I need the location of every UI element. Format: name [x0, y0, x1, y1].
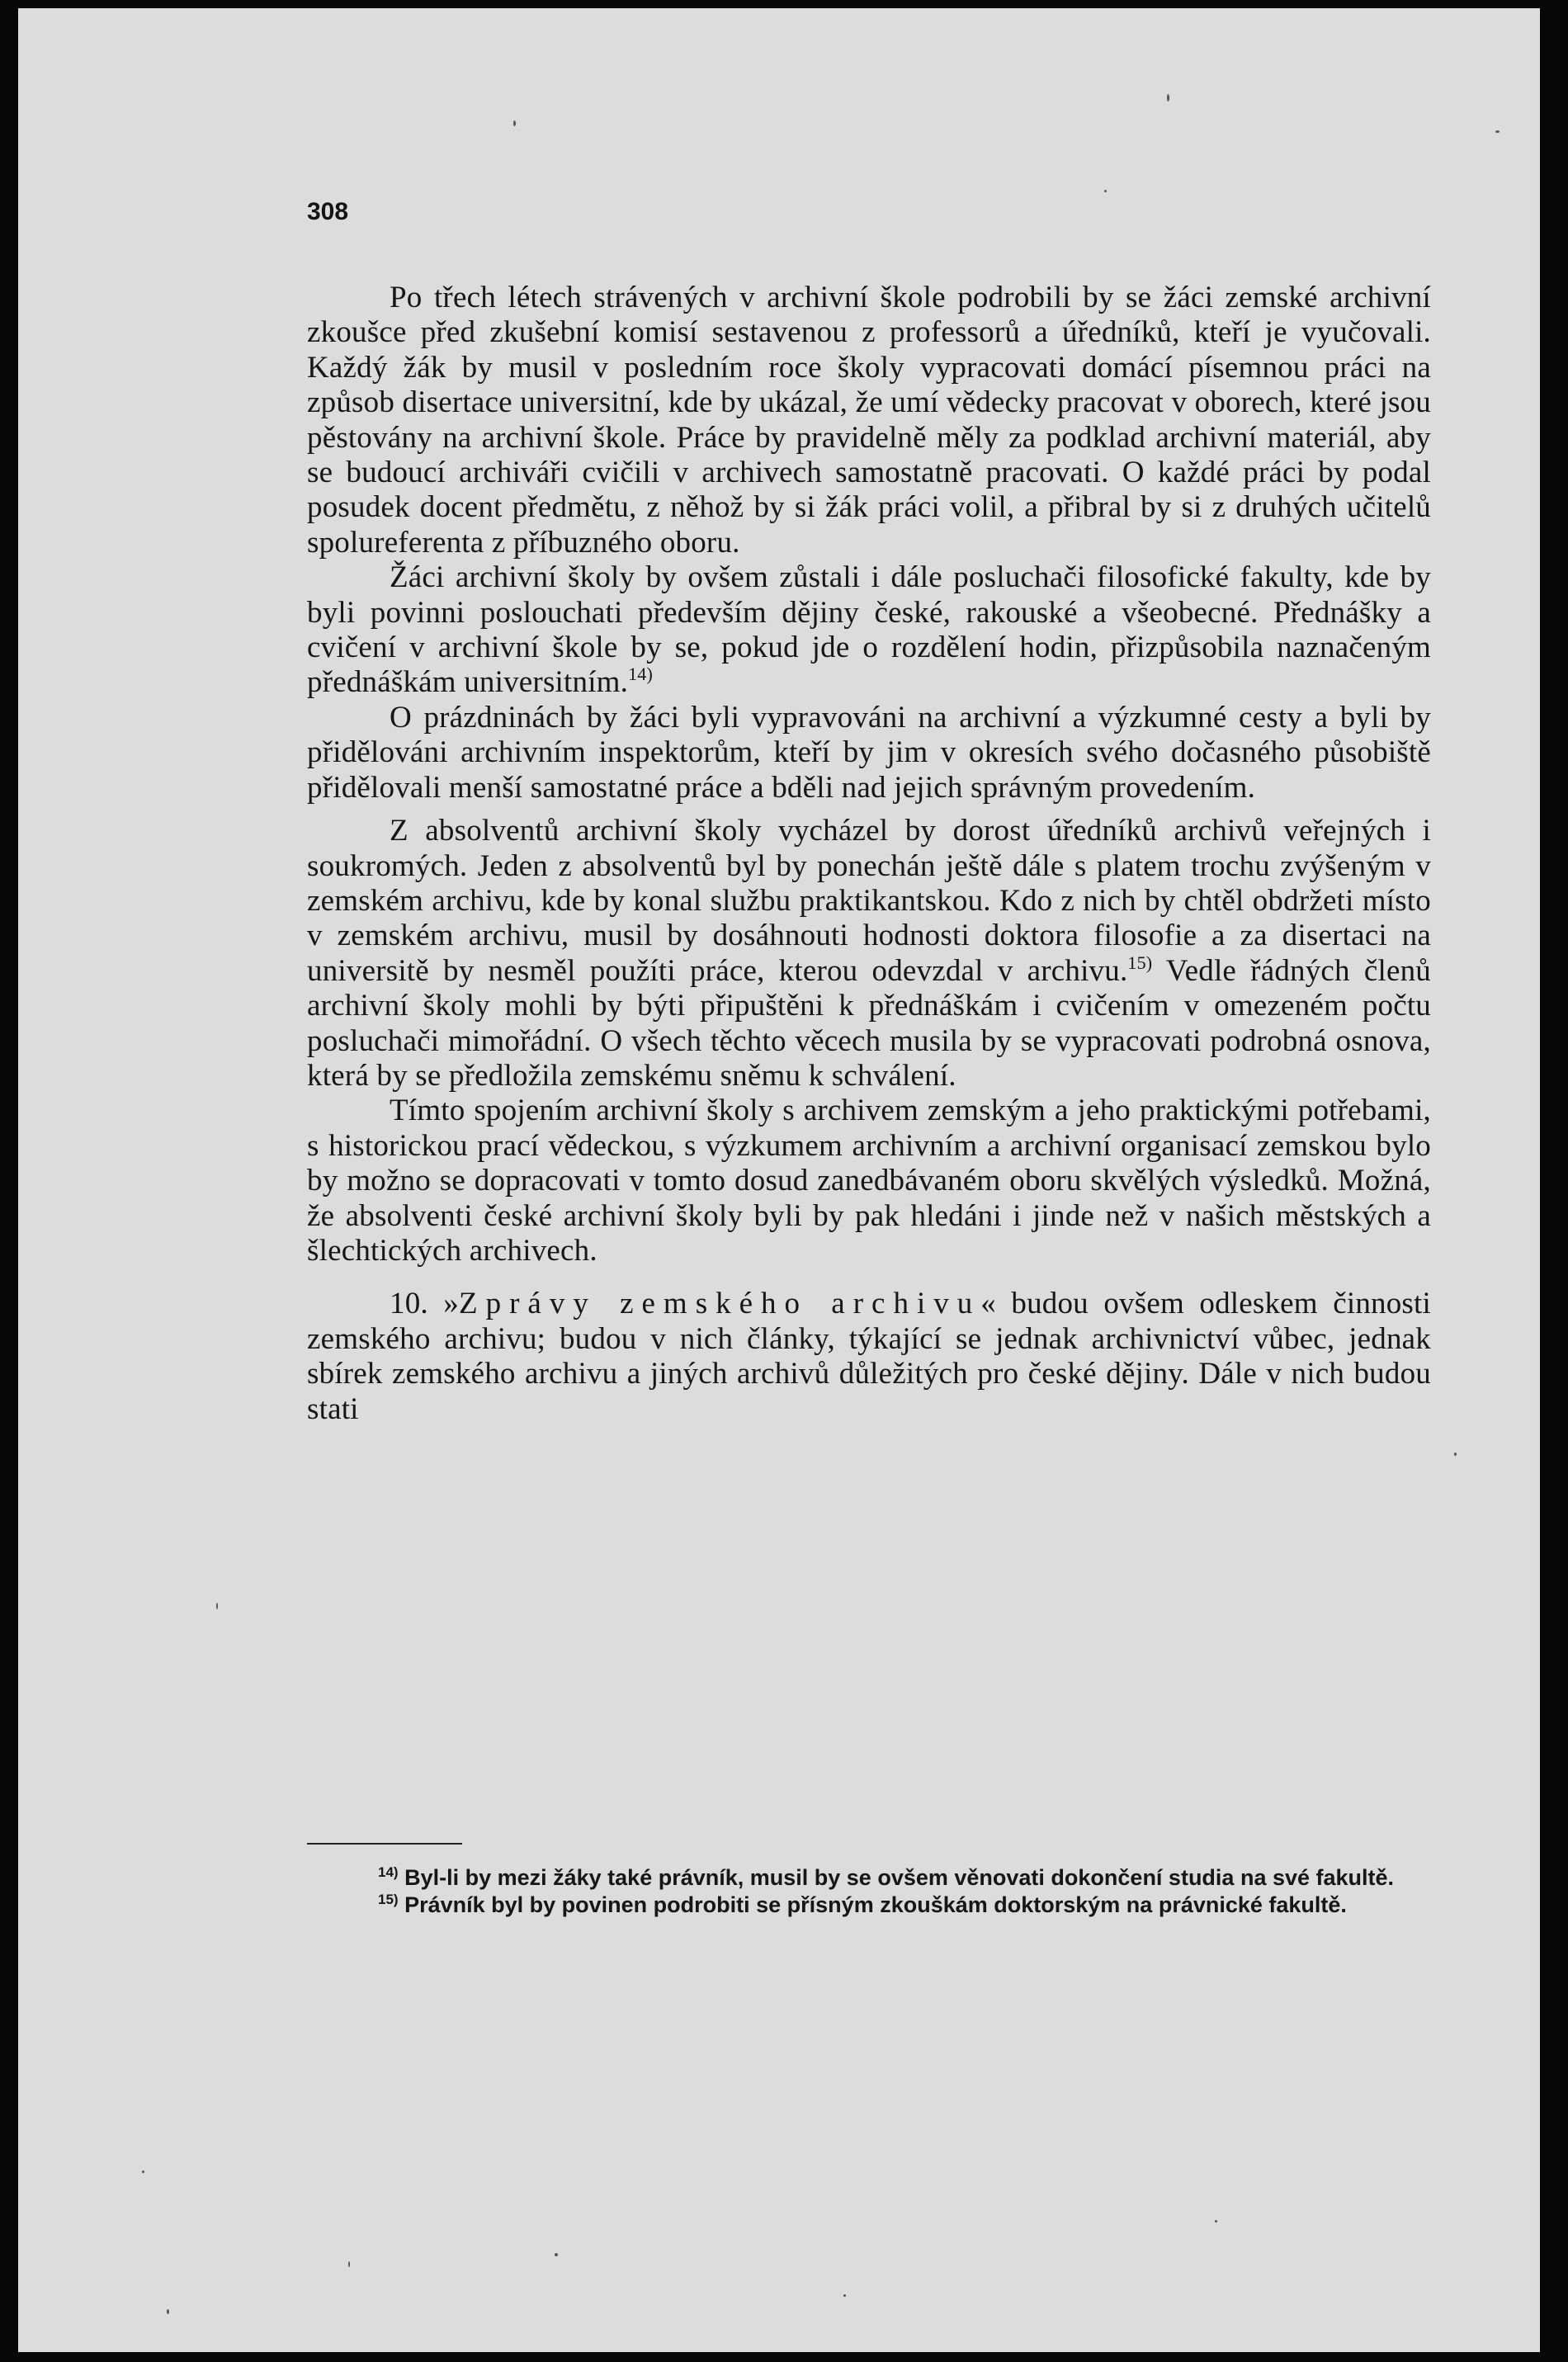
footnote-14-text: Byl-li by mezi žáky také právník, musil by se ovšem věnovati dokončení studia na své fakultě. [398, 1865, 1395, 1890]
footnote-14-marker: 14) [378, 1864, 399, 1880]
footnote-ref-14: 14) [628, 664, 654, 685]
paragraph-4 [307, 814, 1431, 1094]
footnote-15-text: Právník byl by povinen podrobiti se přísným zkouškám doktorským na právnické fakultě. [398, 1892, 1347, 1917]
journal-title: Zprávy zemského archivu [459, 1287, 981, 1321]
paragraph-6 [307, 1287, 1431, 1427]
footnote-divider [307, 1843, 462, 1845]
section-number: 10. » [390, 1287, 459, 1321]
paragraph-4-text-before: Z absolventů archivní školy vycházel by dorost úředníků archivů veřejných i soukromých. Jeden z absolventů byl by ponechán ještě dále s platem trochu zvýšeným v zemském archivu, kde by konal službu praktikantskou. Kdo z nich by chtěl obdržeti místo v zemském archivu, musil by dosáhnouti hodnosti doktora filosofie a za disertaci na universitě by nesměl použíti práce, kterou odevzdal v archivu. [307, 814, 1431, 988]
paragraph-6-text: « budou ovšem odleskem činnosti zemského archivu; budou v nich články, týkající se jednak archivnictví vůbec, jednak sbírek zemského archivu a jiných archivů důležitých pro české dějiny. Dále v nich budou stati [307, 1287, 1431, 1426]
footnotes [307, 1865, 1431, 1920]
footnote-15-marker: 15) [378, 1892, 399, 1907]
footnote-14 [307, 1865, 1431, 1891]
body-text [307, 281, 1431, 1427]
paragraph-2-text: Žáci archivní školy by ovšem zůstali i dále posluchači filosofické fakulty, kde by byli povinni poslouchati především dějiny české, rakouské a všeobecné. Přednášky a cvičení v archivní škole by se, pokud jde o rozdělení hodin, přizpůsobila naznačeným přednáškám universitním. [307, 560, 1431, 700]
page-number: 308 [307, 198, 349, 225]
footnote-ref-15: 15) [1127, 952, 1153, 973]
paragraph-5: Tímto spojením archivní školy s archivem zemským a jeho praktickými potřebami, s historickou prací vědeckou, s výzkumem archivním a archivní organisací zemskou bylo by možno se dopracovati v tomto dosud zanedbávaném oboru skvělých výsledků. Možná, že absolventi české archivní školy byli by pak hledáni i jinde než v našich městských a šlechtických archivech. [307, 1094, 1431, 1268]
paragraph-3: O prázdninách by žáci byli vypravováni na archivní a výzkumné cesty a byli by přidělováni archivním inspektorům, kteří by jim v okresích svého dočasného působiště přidělovali menší samostatné práce a bděli nad jejich správným provedením. [307, 700, 1431, 805]
paragraph-1: Po třech létech strávených v archivní škole podrobili by se žáci zemské archivní zkoušce před zkušební komisí sestavenou z professorů a úředníků, kteří je vyučovali. Každý žák by musil v posledním roce školy vypracovati domácí písemnou práci na způsob disertace universitní, kde by ukázal, že umí vědecky pracovat v oborech, které jsou pěstovány na archivní škole. Práce by pravidelně měly za podklad archivní materiál, aby se budoucí archiváři cvičili v archivech samostatně pracovati. O každé práci by podal posudek docent předmětu, z něhož by si žák práci volil, a přibral by si z druhých učitelů spolureferenta z příbuzného oboru. [307, 281, 1431, 560]
paragraph-2 [307, 560, 1431, 701]
paragraph-4-text-after: Vedle řádných členů archivní školy mohli by býti připuštěni k přednáškám i cvičením v omezeném počtu posluchači mimořádní. O všech těchto věcech musila by se vypracovati podrobná osnova, která by se předložila zemskému sněmu k schválení. [307, 953, 1431, 1093]
footnote-15 [307, 1892, 1431, 1918]
